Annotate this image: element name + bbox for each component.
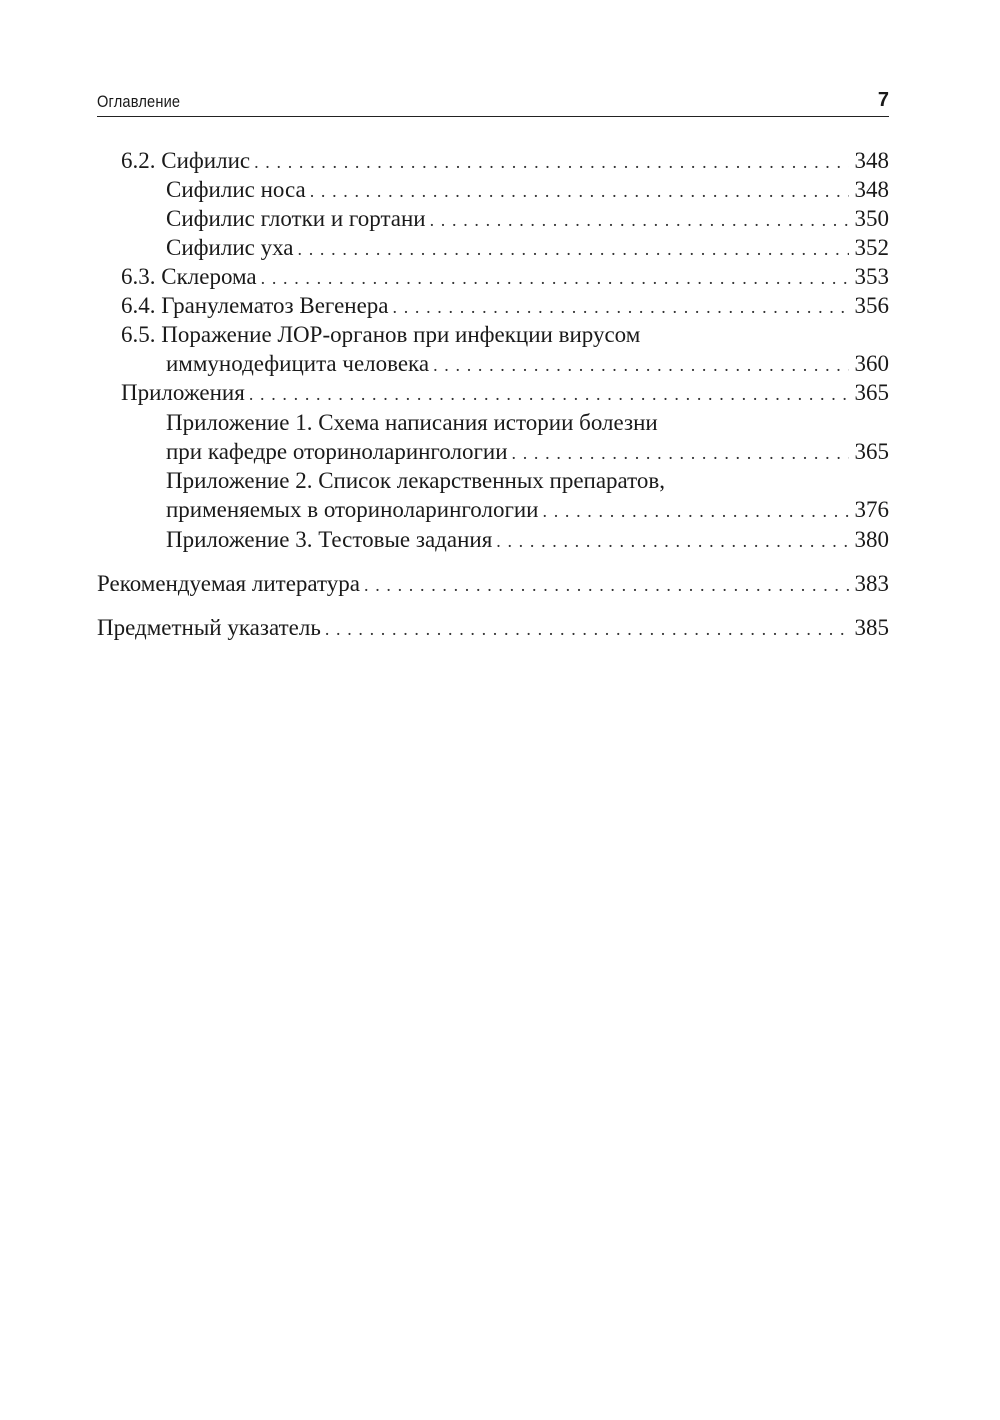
toc-entry-page: 385 [849, 613, 890, 642]
toc-entry-syphilis-ear[interactable] [166, 233, 889, 262]
toc-entry-title: Приложение 1. Схема написания истории болезни [166, 408, 662, 437]
toc-entry-page: 365 [849, 437, 890, 466]
dot-leader [393, 293, 849, 322]
toc-entry-page: 383 [849, 569, 890, 598]
toc-entry-title: при кафедре оториноларингологии [166, 437, 512, 466]
dot-leader [254, 148, 848, 177]
dot-leader [430, 206, 849, 235]
toc-entry-appendix-2-line2[interactable] [166, 495, 889, 524]
toc-entry-appendix-3[interactable] [166, 525, 889, 554]
running-header [97, 88, 889, 117]
toc-entry-title: Сифилис глотки и гортани [166, 204, 430, 233]
toc-entry-page: 365 [849, 378, 890, 407]
toc-entry-6-3[interactable] [121, 262, 889, 291]
toc-entry-page: 360 [849, 349, 890, 378]
dot-leader [543, 497, 849, 526]
toc-entry-page: 353 [849, 262, 890, 291]
toc-entry-page: 350 [849, 204, 890, 233]
toc-entry-title: Приложение 2. Список лекарственных препаратов, [166, 466, 669, 495]
toc-entry-syphilis-pharynx[interactable] [166, 204, 889, 233]
toc-entry-page: 348 [849, 175, 890, 204]
toc-entry-recommended-literature[interactable] [97, 569, 889, 598]
toc-entry-appendices[interactable] [121, 378, 889, 407]
toc-entry-title: применяемых в оториноларингологии [166, 495, 543, 524]
dot-leader [249, 380, 849, 409]
toc-entry-title: Приложения [121, 378, 249, 407]
toc-entry-title: Рекомендуемая литература [97, 569, 364, 598]
toc-entry-title: 6.2. Сифилис [121, 146, 254, 175]
dot-leader [298, 235, 849, 264]
toc-entry-subject-index[interactable] [97, 613, 889, 642]
toc-entry-title: Приложение 3. Тестовые задания [166, 525, 496, 554]
toc-entry-page: 352 [849, 233, 890, 262]
toc-entry-appendix-1-line2[interactable] [166, 437, 889, 466]
toc-entry-appendix-1-line1[interactable] [166, 408, 889, 437]
dot-leader [325, 615, 849, 644]
toc-entry-page: 376 [849, 495, 890, 524]
dot-leader [261, 264, 849, 293]
toc-entry-title: 6.4. Гранулематоз Вегенера [121, 291, 393, 320]
dot-leader [512, 439, 849, 468]
toc-entry-syphilis-nose[interactable] [166, 175, 889, 204]
toc-entry-6-4[interactable] [121, 291, 889, 320]
toc-entry-page: 380 [849, 525, 890, 554]
toc-entry-title: 6.5. Поражение ЛОР-органов при инфекции вирусом [121, 320, 644, 349]
dot-leader [496, 527, 848, 556]
toc-entry-title: Предметный указатель [97, 613, 325, 642]
toc-entry-page: 356 [849, 291, 890, 320]
toc-entry-6-2[interactable] [121, 146, 889, 175]
toc-entry-title: Сифилис носа [166, 175, 310, 204]
dot-leader [310, 177, 849, 206]
toc-entry-title: 6.3. Склерома [121, 262, 261, 291]
toc-entry-6-5-line2[interactable] [166, 349, 889, 378]
toc-entry-page: 348 [849, 146, 890, 175]
dot-leader [433, 351, 848, 380]
toc-entry-title: иммунодефицита человека [166, 349, 433, 378]
page-number: 7 [877, 89, 889, 111]
toc-entry-title: Сифилис уха [166, 233, 298, 262]
toc-entry-appendix-2-line1[interactable] [166, 466, 889, 495]
running-title: Оглавление [97, 92, 181, 111]
toc-entry-6-5-line1[interactable] [121, 320, 889, 349]
dot-leader [364, 571, 849, 600]
